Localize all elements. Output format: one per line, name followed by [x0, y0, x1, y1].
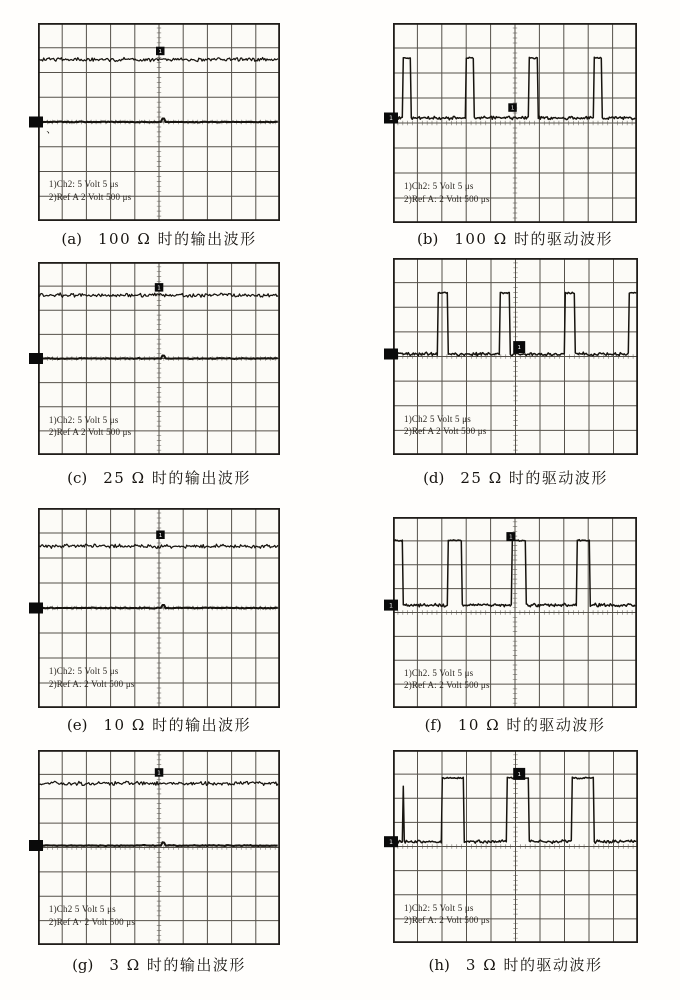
panel-g [38, 750, 280, 980]
readout-ch2-line: 1)Ch2 5 Volt 5 μs [48, 904, 116, 915]
caption-text: 100 Ω 时的输出波形 [98, 230, 257, 248]
readout-ref-line: 2)Ref A: 2 Volt 500 μs [404, 680, 490, 691]
caption-text: 100 Ω 时的驱动波形 [454, 230, 613, 248]
readout-ref-line: 2)Ref A: 2 Volt 500 μs [404, 193, 490, 204]
panel-e [38, 508, 280, 740]
readout-ref-line: 2)Ref A: 2 Volt 500 μs [48, 678, 135, 689]
svg-text:1: 1 [157, 285, 161, 292]
caption-index-label: (b) [417, 230, 439, 248]
panel-d [393, 258, 638, 493]
panel-b [389, 23, 637, 254]
panel-caption [38, 228, 280, 249]
caption-index-label: (c) [67, 469, 88, 487]
svg-text:、: 、 [46, 125, 57, 137]
readout-ch2-line: 1)Ch2: 5 Volt 5 μs [48, 666, 119, 676]
svg-text:1: 1 [509, 534, 513, 541]
scope-readout [49, 903, 135, 928]
scope-readout [404, 413, 486, 438]
caption-index-label: (f) [424, 716, 442, 734]
panel-a [38, 23, 280, 254]
scope-readout [49, 665, 135, 690]
caption-index-label: (d) [423, 469, 445, 487]
readout-ref-line: 2)Ref A 2 Volt 500 μs [48, 427, 132, 437]
readout-ch2-line: 1)Ch2: 5 Volt 5 μs [404, 902, 474, 913]
svg-text:1: 1 [389, 115, 393, 123]
readout-ref-line: 2)Ref A· 2 Volt 500 μs [48, 916, 136, 927]
caption-text: 3 Ω 时的驱动波形 [465, 956, 603, 974]
readout-ch2-line: 1)Ch2 5 Volt 5 μs [404, 413, 471, 424]
readout-ref-line: 2)Ref A 2 Volt 500 μs [48, 191, 132, 202]
caption-text: 10 Ω 时的驱动波形 [457, 716, 606, 734]
svg-text:1: 1 [158, 49, 162, 55]
svg-text:1: 1 [517, 771, 521, 778]
panel-c [38, 262, 280, 493]
scope-readout [49, 414, 131, 439]
panel-caption [38, 467, 280, 488]
scope-readout [404, 180, 490, 205]
caption-index-label: (g) [72, 956, 94, 974]
readout-ref-line: 2)Ref A: 2 Volt 500 μs [404, 915, 490, 925]
caption-index-label: (a) [61, 230, 83, 248]
svg-text:1: 1 [389, 602, 393, 610]
panel-caption [38, 954, 280, 975]
readout-ch2-line: 1)Ch2: 5 Volt 5 μs [404, 181, 474, 191]
readout-ch2-line: 1)Ch2. 5 Volt 5 μs [404, 667, 474, 678]
svg-text:1: 1 [158, 532, 163, 539]
svg-text:1: 1 [389, 838, 393, 846]
panel-caption [38, 714, 280, 735]
caption-index-label: (e) [66, 716, 88, 734]
svg-text:1: 1 [517, 345, 521, 352]
panel-caption [393, 954, 638, 975]
readout-ch2-line: 1)Ch2: 5 Volt 5 μs [48, 179, 119, 190]
caption-text: 10 Ω 时的输出波形 [103, 716, 252, 734]
panel-caption [393, 714, 637, 735]
scope-readout [404, 667, 490, 692]
caption-text: 25 Ω 时的驱动波形 [460, 469, 608, 487]
svg-text:1: 1 [157, 770, 161, 777]
panel-caption [393, 228, 637, 249]
readout-ref-line: 2)Ref A 2 Volt 500 μs [404, 426, 487, 437]
scope-readout [404, 902, 490, 927]
caption-text: 25 Ω 时的输出波形 [103, 469, 251, 487]
panel-h [389, 750, 638, 980]
caption-index-label: (h) [428, 956, 450, 974]
svg-text:1: 1 [510, 105, 515, 112]
panel-f [389, 517, 637, 740]
readout-ch2-line: 1)Ch2: 5 Volt 5 μs [48, 414, 119, 425]
panel-caption [393, 467, 638, 488]
caption-text: 3 Ω 时的输出波形 [109, 956, 246, 974]
scope-readout [49, 178, 131, 203]
